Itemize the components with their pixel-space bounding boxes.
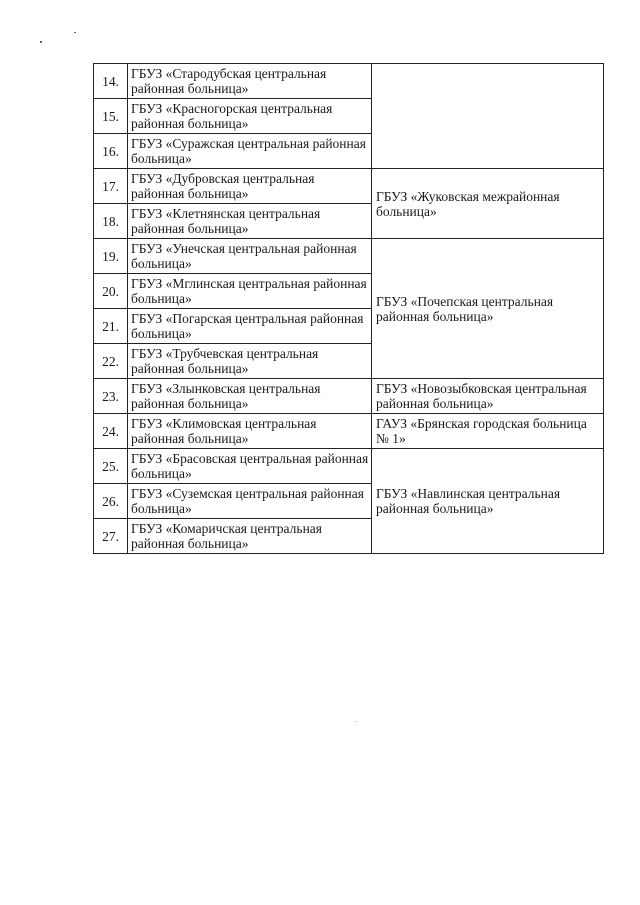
table-row — [94, 64, 604, 99]
scan-speck — [40, 41, 42, 43]
row-number: 16. — [94, 134, 128, 169]
scan-speck — [74, 32, 76, 33]
table-row — [94, 414, 604, 449]
assigned-hospital: ГБУЗ «Навлинская центральная районная больница» — [372, 449, 604, 554]
hospital-name: ГБУЗ «Дубровская центральная районная больница» — [128, 169, 372, 204]
hospital-name: ГБУЗ «Злынковская центральная районная больница» — [128, 379, 372, 414]
scan-speck — [355, 721, 356, 722]
row-number: 15. — [94, 99, 128, 134]
hospital-name: ГБУЗ «Мглинская центральная районная больница» — [128, 274, 372, 309]
table-row — [94, 239, 604, 274]
hospital-name: ГБУЗ «Суземская центральная районная больница» — [128, 484, 372, 519]
row-number: 23. — [94, 379, 128, 414]
assigned-hospital: ГБУЗ «Почепская центральная районная больница» — [372, 239, 604, 379]
assigned-hospital: ГБУЗ «Новозыбковская центральная районная больница» — [372, 379, 604, 414]
hospital-name: ГБУЗ «Трубчевская центральная районная больница» — [128, 344, 372, 379]
row-number: 26. — [94, 484, 128, 519]
assigned-hospital: ГБУЗ «Жуковская межрайонная больница» — [372, 169, 604, 239]
row-number: 17. — [94, 169, 128, 204]
row-number: 19. — [94, 239, 128, 274]
hospital-name: ГБУЗ «Красногорская центральная районная больница» — [128, 99, 372, 134]
row-number: 22. — [94, 344, 128, 379]
hospital-name: ГБУЗ «Брасовская центральная районная больница» — [128, 449, 372, 484]
row-number: 25. — [94, 449, 128, 484]
assigned-hospital-empty — [372, 64, 604, 169]
row-number: 14. — [94, 64, 128, 99]
row-number: 21. — [94, 309, 128, 344]
row-number: 20. — [94, 274, 128, 309]
hospital-name: ГБУЗ «Комаричская центральная районная больница» — [128, 519, 372, 554]
hospital-assignment-table — [93, 63, 604, 554]
hospital-name: ГБУЗ «Клетнянская центральная районная больница» — [128, 204, 372, 239]
table-row — [94, 449, 604, 484]
row-number: 27. — [94, 519, 128, 554]
hospital-name: ГБУЗ «Унечская центральная районная больница» — [128, 239, 372, 274]
table-row — [94, 379, 604, 414]
hospital-name: ГБУЗ «Стародубская центральная районная больница» — [128, 64, 372, 99]
assigned-hospital: ГАУЗ «Брянская городская больница № 1» — [372, 414, 604, 449]
hospital-name: ГБУЗ «Суражская центральная районная больница» — [128, 134, 372, 169]
hospital-name: ГБУЗ «Климовская центральная районная больница» — [128, 414, 372, 449]
row-number: 18. — [94, 204, 128, 239]
row-number: 24. — [94, 414, 128, 449]
table-row — [94, 169, 604, 204]
hospital-name: ГБУЗ «Погарская центральная районная больница» — [128, 309, 372, 344]
